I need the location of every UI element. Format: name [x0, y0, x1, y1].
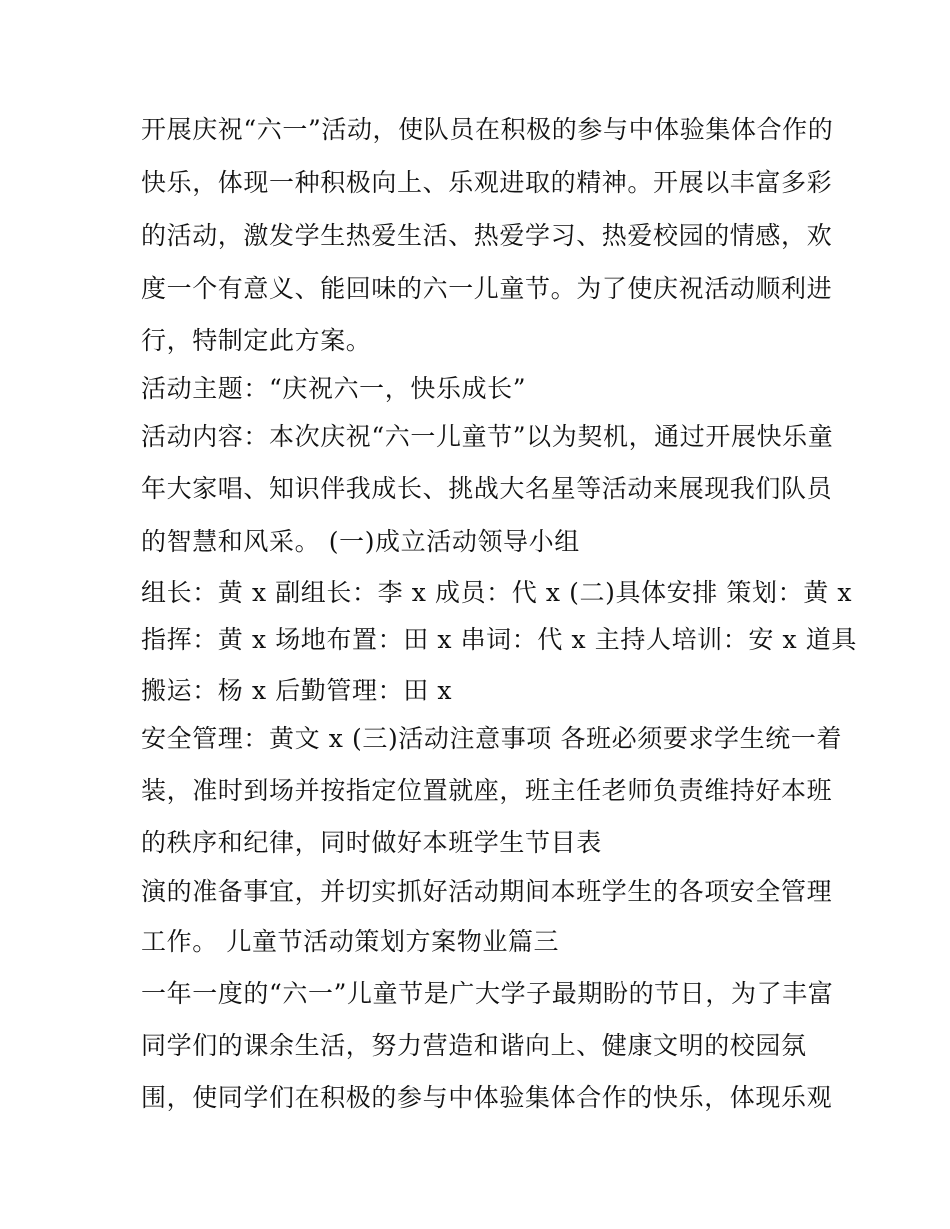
text-line: 的秩序和纪律，同时做好本班学生节目表 [141, 828, 602, 857]
text-line: 组长：黄 x 副组长：李 x 成员：代 x (二)具体安排 策划：黄 x [141, 578, 853, 607]
text-line: 装，准时到场并按指定位置就座，班主任老师负责维持好本班 [141, 776, 833, 805]
text-line: 安全管理：黄文 x (三)活动注意事项 各班必须要求学生统一着 [141, 724, 843, 753]
text-line: 的智慧和风采。 (一)成立活动领导小组 [141, 527, 580, 556]
text-line: 行，特制定此方案。 [141, 326, 372, 355]
text-line: 指挥：黄 x 场地布置：田 x 串词：代 x 主持人培训：安 x 道具 [141, 625, 857, 654]
text-line: 围，使同学们在积极的参与中体验集体合作的快乐，体现乐观 [141, 1083, 833, 1112]
text-line: 度一个有意义、能回味的六一儿童节。为了使庆祝活动顺利进 [141, 274, 833, 303]
text-line: 的活动，激发学生热爱生活、热爱学习、热爱校园的情感，欢 [141, 221, 833, 250]
text-line: 搬运：杨 x 后勤管理：田 x [141, 676, 453, 705]
text-line: 活动内容：本次庆祝“六一儿童节”以为契机，通过开展快乐童 [141, 422, 834, 451]
text-line: 开展庆祝“六一”活动，使队员在积极的参与中体验集体合作的 [141, 115, 834, 144]
text-line: 一年一度的“六一”儿童节是广大学子最期盼的节日，为了丰富 [141, 979, 834, 1008]
text-line: 演的准备事宜，并切实抓好活动期间本班学生的各项安全管理 [141, 877, 833, 906]
text-line: 年大家唱、知识伴我成长、挑战大名星等活动来展现我们队员 [141, 474, 833, 503]
text-line: 同学们的课余生活，努力营造和谐向上、健康文明的校园氛 [141, 1031, 807, 1060]
text-line: 活动主题：“庆祝六一，快乐成长” [141, 374, 527, 403]
text-line: 工作。 儿童节活动策划方案物业篇三 [141, 927, 560, 956]
text-line: 快乐，体现一种积极向上、乐观进取的精神。开展以丰富多彩 [141, 168, 833, 197]
